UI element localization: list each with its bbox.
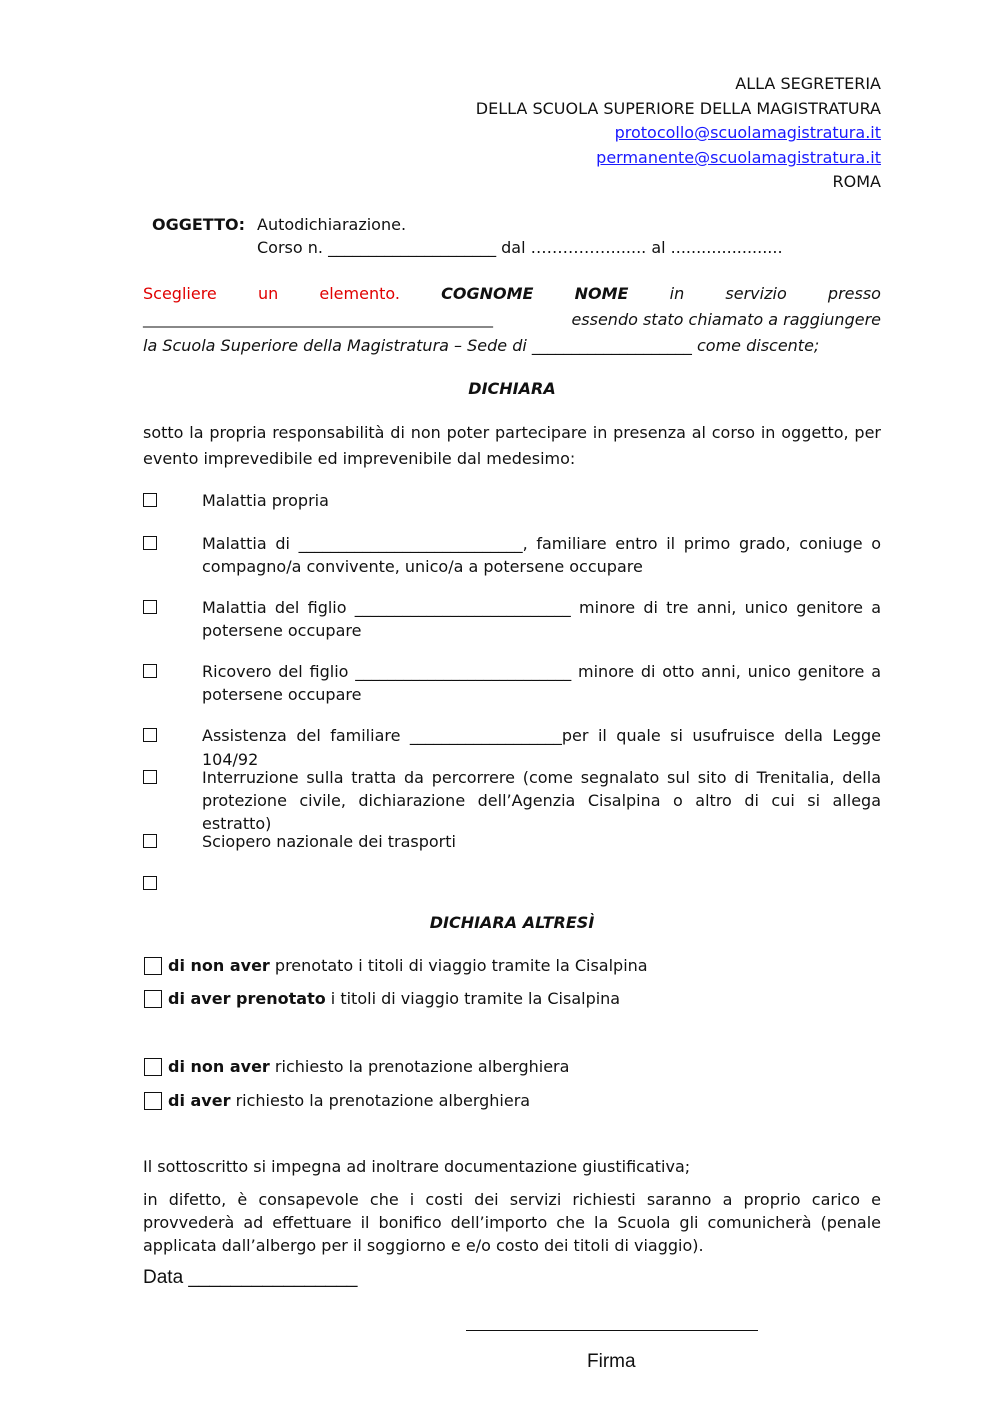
item-ricovero-figlio: Ricovero del figlio ___________________________ minore di otto anni, unico genitore a potersene occupare: [202, 662, 881, 704]
option-hotel-booking: di aver richiesto la prenotazione alberghiera: [168, 1091, 531, 1110]
item-malattia-propria: Malattia propria: [202, 491, 329, 510]
date-field[interactable]: Data ________________: [143, 1267, 358, 1288]
option-no-travel-booking: di non aver prenotato i titoli di viaggio tramite la Cisalpina: [168, 956, 648, 975]
checkbox-travel-booking[interactable]: [144, 990, 162, 1008]
surname-word: COGNOME: [441, 284, 534, 303]
intro-word: servizio: [725, 284, 787, 303]
item-malattia-figlio: Malattia del figlio ___________________________ minore di tre anni, unico genitore a potersene occupare: [202, 598, 881, 640]
signature-line[interactable]: [466, 1330, 758, 1331]
checkbox-sciopero[interactable]: [143, 834, 157, 848]
intro-line-2: essendo stato chiamato a raggiungere: [571, 310, 881, 329]
intro-word: presso: [827, 284, 881, 303]
subject-course-line: Corso n. _____________________ dal ……………....... al ......................: [257, 238, 783, 257]
choose-element-dropdown-part[interactable]: elemento.: [319, 284, 400, 303]
option-no-hotel-booking: di non aver richiesto la prenotazione alberghiera: [168, 1057, 570, 1076]
checkbox-no-hotel-booking[interactable]: [144, 1058, 162, 1076]
declares-paragraph: sotto la propria responsabilità di non poter partecipare in presenza al corso in oggetto, per evento imprevedibile ed imprevenibile dal medesimo:: [143, 423, 881, 468]
checkbox-no-travel-booking[interactable]: [144, 957, 162, 975]
item-assistenza-familiare: Assistenza del familiare ___________________per il quale si usufruisce della Legge 104/92: [202, 726, 881, 769]
penalty-text: in difetto, è consapevole che i costi dei servizi richiesti saranno a proprio carico e provvederà ad effettuare il bonifico dell’importo che la Scuola gli comunicherà (penale applicata dall’albergo per il soggiorno e e/o costo dei titoli di viaggio).: [143, 1190, 881, 1255]
checkbox-interruzione-tratta[interactable]: [143, 770, 157, 784]
option-travel-booking: di aver prenotato i titoli di viaggio tramite la Cisalpina: [168, 989, 621, 1008]
checkbox-hotel-booking[interactable]: [144, 1092, 162, 1110]
intro-line-3: la Scuola Superiore della Magistratura – Sede di ____________________ come discente;: [143, 336, 820, 355]
item-sciopero: Sciopero nazionale dei trasporti: [202, 832, 456, 851]
recipient-city: ROMA: [832, 172, 881, 191]
email-link-permanente[interactable]: permanente@scuolamagistratura.it: [596, 148, 881, 167]
office-blank: __________________________________________________: [143, 312, 493, 328]
checkbox-ricovero-figlio[interactable]: [143, 664, 157, 678]
choose-element-dropdown[interactable]: Scegliere: [143, 284, 217, 303]
email-link-protocollo[interactable]: protocollo@scuolamagistratura.it: [614, 123, 881, 142]
also-declares-heading: DICHIARA ALTRESÌ: [429, 913, 595, 932]
intro-line-1: [143, 282, 881, 306]
name-word: NOME: [574, 284, 629, 303]
subject-title: Autodichiarazione.: [257, 215, 407, 234]
item-malattia-di: Malattia di ____________________________, familiare entro il primo grado, coniuge o compagno/a convivente, unico/a a potersene occupare: [202, 534, 881, 576]
subject-label: OGGETTO:: [152, 215, 245, 234]
recipient-line-1: ALLA SEGRETERIA: [735, 74, 881, 93]
checkbox-assistenza-familiare[interactable]: [143, 728, 157, 742]
checkbox-malattia-figlio[interactable]: [143, 600, 157, 614]
item-interruzione-tratta: Interruzione sulla tratta da percorrere (come segnalato sul sito di Trenitalia, della protezione civile, dichiarazione dell’Agenzia Cisalpina o altro di cui si allega estratto): [202, 768, 881, 833]
signature-label: Firma: [587, 1351, 636, 1372]
recipient-line-2: DELLA SCUOLA SUPERIORE DELLA MAGISTRATURA: [475, 99, 881, 118]
choose-element-dropdown-part[interactable]: un: [257, 284, 279, 303]
checkbox-malattia-propria[interactable]: [143, 493, 157, 507]
declares-heading: DICHIARA: [468, 379, 556, 398]
commitment-text: Il sottoscritto si impegna ad inoltrare documentazione giustificativa;: [143, 1157, 691, 1176]
checkbox-malattia-di[interactable]: [143, 536, 157, 550]
checkbox-altro[interactable]: [143, 876, 157, 890]
intro-word: in: [669, 284, 685, 303]
